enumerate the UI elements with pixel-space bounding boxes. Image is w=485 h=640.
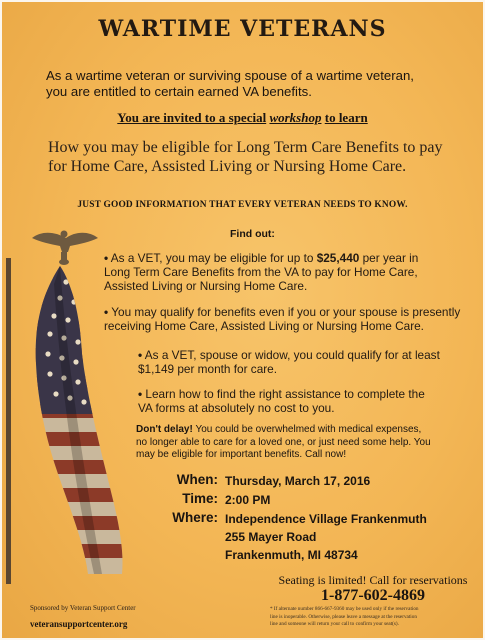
when-value: Thursday, March 17, 2016 [225, 474, 371, 488]
when-label: When: [176, 472, 218, 487]
b1-amount: $25,440 [316, 251, 360, 265]
bullet-va-forms [138, 387, 468, 415]
how-line-2: for Home Care, Assisted Living or Nursing Home Care. [48, 158, 407, 175]
flyer [2, 2, 483, 638]
intro-line-2: you are entitled to certain earned VA benefits. [46, 83, 312, 99]
dont-delay-line-1: You could be overwhelmed with medical expenses, [195, 424, 422, 435]
fine-line-1: * If alternate number 866-667-9360 may be used only if the reservation [270, 606, 419, 612]
just-good-info: JUST GOOD INFORMATION THAT EVERY VETERAN NEEDS TO KNOW. [77, 200, 408, 210]
dont-delay-bold: Don't delay! [136, 424, 193, 435]
invite-workshop: workshop [269, 110, 322, 125]
flagpole-icon [6, 258, 11, 584]
sponsor-text: Sponsored by Veteran Support Center [30, 604, 136, 612]
bullet-dot: • [104, 251, 109, 265]
dont-delay-line-3: may be eligible for important benefits. Call now! [136, 449, 347, 460]
how-line-1: How you may be eligible for Long Term Care Benefits to pay [48, 139, 443, 156]
time-value: 2:00 PM [225, 493, 271, 507]
fine-line-2: line is inoperable. Otherwise, please leave a message at the reservation [270, 613, 417, 620]
b2-line-1: You may qualify for benefits even if you or your spouse is presently [111, 305, 461, 319]
bullet-qualify-presently [104, 305, 482, 333]
dont-delay-line-2: no longer able to care for a loved one, or just need some help. You [136, 436, 431, 448]
b3-line-1: As a VET, spouse or widow, you could qualify for at least [144, 348, 440, 362]
bullet-spouse-widow [138, 348, 468, 376]
where-line-1: Independence Village Frankenmuth [225, 512, 427, 526]
how-eligible-text [48, 138, 468, 176]
eagle-icon [32, 231, 98, 266]
b4-line-2: VA forms at absolutely no cost to you. [138, 401, 335, 416]
seating-limited: Seating is limited! Call for reservations [278, 573, 468, 587]
fine-print [270, 606, 476, 629]
bullet-benefit-amount [104, 251, 474, 294]
bullet-dot: • [138, 387, 143, 401]
page-title: WARTIME VETERANS [98, 16, 387, 42]
website-link[interactable]: veteransupportcenter.org [30, 619, 128, 629]
b2-line-2: receiving Home Care, Assisted Living or Nursing Home Care. [104, 319, 424, 334]
workshop-invitation [2, 110, 483, 126]
intro-line-1: As a wartime veteran or surviving spouse of a wartime veteran, [46, 68, 414, 83]
invite-part-1: You are invited to a special [117, 110, 267, 125]
where-line-2: 255 Mayer Road [225, 530, 317, 544]
intro-text [46, 68, 466, 99]
fine-line-3: line and someone will return your call to confirm your seat(s). [270, 621, 399, 627]
b1-line-3: Assisted Living or Nursing Home Care. [104, 279, 308, 294]
find-out-heading: Find out: [230, 228, 275, 240]
b1-pre: As a VET, you may be eligible for up to [110, 251, 314, 265]
b3-line-2: $1,149 per month for care. [138, 362, 278, 377]
where-label: Where: [172, 510, 218, 525]
invite-part-2: to learn [324, 110, 368, 125]
time-label: Time: [182, 491, 218, 506]
b1-post: per year in [362, 251, 419, 265]
bullet-dot: • [104, 305, 109, 319]
b1-line-2: Long Term Care Benefits from the VA to pay for Home Care, [104, 265, 418, 280]
bullet-dot: • [138, 348, 143, 362]
phone-number[interactable]: 1-877-602-4869 [321, 587, 425, 604]
where-line-3: Frankenmuth, MI 48734 [225, 548, 358, 562]
dont-delay-text [136, 424, 476, 462]
b4-line-1: Learn how to find the right assistance to complete the [145, 387, 425, 401]
